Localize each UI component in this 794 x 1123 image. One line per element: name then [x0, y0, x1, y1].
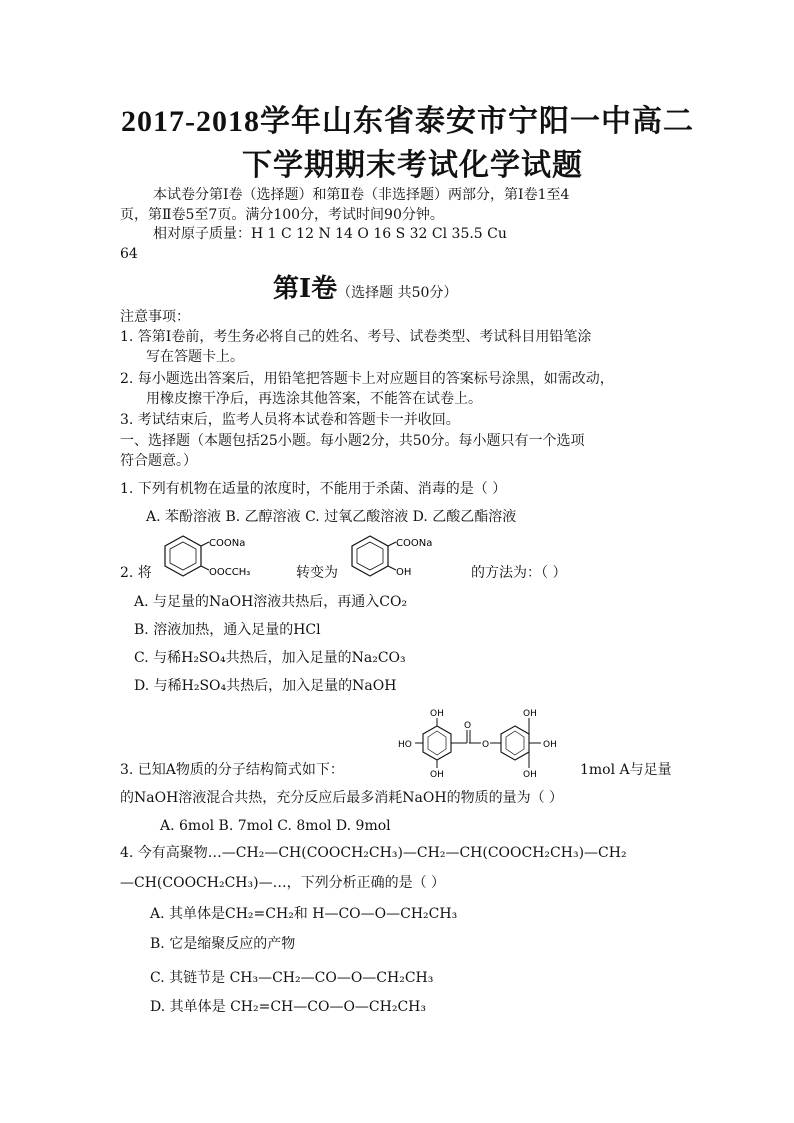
atomic-masses: 相对原子质量：H 1 C 12 N 14 O 16 S 32 Cl 35.5 Cu [153, 226, 507, 242]
exam-title-line2: 下学期期末考试化学试题 [242, 149, 583, 182]
q1-options: A. 苯酚溶液 B. 乙醇溶液 C. 过氧乙酸溶液 D. 乙酸乙酯溶液 [146, 509, 517, 525]
q4-stem-cont: —CH(COOCH₂CH₃)—…，下列分析正确的是（ ） [120, 875, 446, 891]
note-1-cont: 写在答题卡上。 [146, 349, 244, 365]
note-3: 3. 考试结束后，监考人员将本试卷和答题卡一并收回。 [120, 412, 460, 428]
q2-option-c: C. 与稀H₂SO₄共热后，加入足量的Na₂CO₃ [134, 650, 406, 666]
note-2-cont: 用橡皮擦干净后，再选涂其他答案，不能答在试卷上。 [146, 391, 482, 407]
q2-reactant-bottom-group: OOCCH₃ [209, 567, 251, 578]
note-1: 1. 答第Ⅰ卷前，考生务必将自己的姓名、考号、试卷类型、考试科目用铅笔涂 [120, 329, 592, 345]
q3-options: A. 6mol B. 7mol C. 8mol D. 9mol [160, 818, 391, 834]
q3-stem-cont: 的NaOH溶液混合共热，充分反应后最多消耗NaOH的物质的量为（ ） [120, 790, 564, 806]
q2-option-a: A. 与足量的NaOH溶液共热后，再通入CO₂ [134, 594, 408, 610]
exam-title-line1: 2017-2018学年山东省泰安市宁阳一中高二 [121, 105, 694, 138]
atomic-masses-cont: 64 [120, 246, 138, 262]
q2-product-top-group: COONa [396, 538, 433, 549]
section-heading [273, 268, 457, 305]
q3-carbonyl-o: O [464, 721, 472, 731]
q2-suffix: 的方法为：（ ） [471, 565, 567, 581]
q3-prefix: 3. 已知A物质的分子结构简式如下： [120, 762, 344, 778]
q2-option-b: B. 溶液加热，通入足量的HCl [134, 622, 321, 638]
q3-oh-1: OH [430, 709, 444, 719]
part1-instruction-cont: 符合题意。） [120, 453, 197, 469]
q3-oh-4: OH [543, 740, 557, 750]
q2-middle: 转变为 [296, 565, 338, 581]
q2-prefix: 2. 将 [120, 565, 152, 581]
q4-option-a: A. 其单体是CH₂=CH₂和 H—CO—O—CH₂CH₃ [150, 906, 458, 922]
q3-ester-o: O [482, 740, 490, 750]
q4-option-b: B. 它是缩聚反应的产物 [150, 936, 296, 952]
q3-oh-5: OH [523, 770, 537, 780]
part1-instruction: 一、选择题（本题包括25小题。每小题2分，共50分。每小题只有一个选项 [120, 433, 585, 449]
q2-option-d: D. 与稀H₂SO₄共热后，加入足量的NaOH [134, 678, 397, 694]
q3-suffix: 1mol A与足量 [580, 762, 672, 778]
q2-product-bottom-group: OH [396, 567, 412, 578]
section-title: 第Ⅰ卷 [273, 274, 338, 304]
q2-product-structure [350, 528, 440, 584]
q2-reactant-structure [163, 528, 253, 584]
section-subtitle: （选择题 共50分） [337, 285, 458, 301]
q4-option-c: C. 其链节是 CH₃—CH₂—CO—O—CH₂CH₃ [150, 970, 434, 986]
q4-stem: 4. 今有高聚物…—CH₂—CH(COOCH₂CH₃)—CH₂—CH(COOCH₂CH₃)—CH₂ [120, 845, 627, 861]
q2-reactant-top-group: COONa [209, 538, 246, 549]
intro-line2: 页，第Ⅱ卷5至7页。满分100分，考试时间90分钟。 [120, 207, 444, 223]
q3-oh-2: OH [430, 770, 444, 780]
q3-oh-3: OH [523, 709, 537, 719]
q4-option-d: D. 其单体是 CH₂=CH—CO—O—CH₂CH₃ [150, 999, 426, 1015]
q3-ho: HO [398, 740, 412, 750]
notes-heading: 注意事项： [120, 309, 190, 325]
q1-stem: 1. 下列有机物在适量的浓度时，不能用于杀菌、消毒的是（ ） [120, 481, 507, 497]
intro-line1: 本试卷分第Ⅰ卷（选择题）和第Ⅱ卷（非选择题）两部分，第Ⅰ卷1至4 [153, 187, 570, 203]
q3-molecule-structure [395, 706, 575, 784]
note-2: 2. 每小题选出答案后，用铅笔把答题卡上对应题目的答案标号涂黑，如需改动， [120, 371, 614, 387]
